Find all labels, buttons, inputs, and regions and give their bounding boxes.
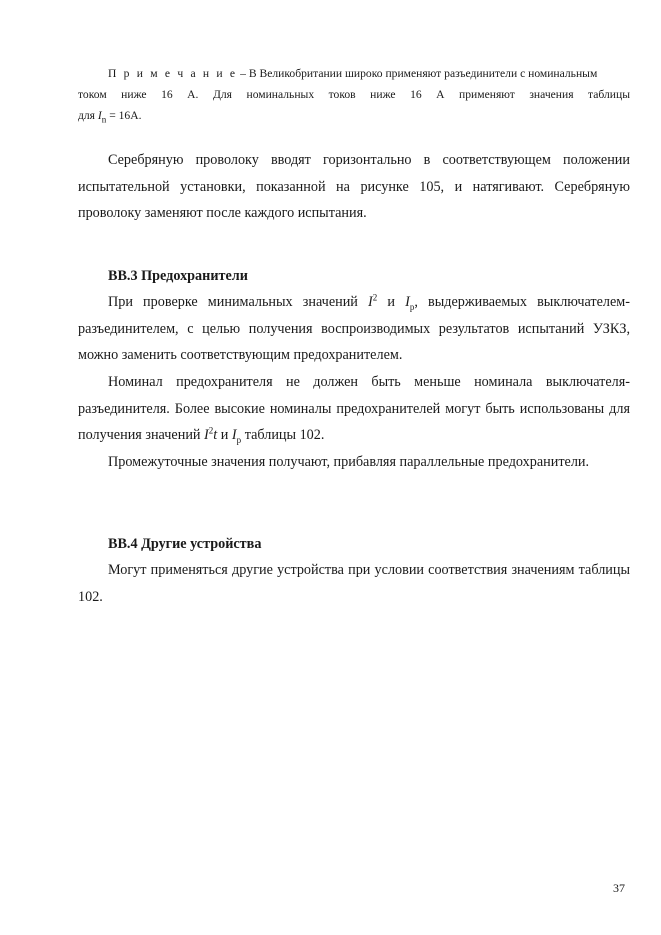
- note-line-1: П р и м е ч а н и е – В Великобритании широко применяют разъединители с номинальным: [108, 67, 598, 80]
- note-line-2: током ниже 16 А. Для номинальных токов ниже 16 А применяют значения таблицы: [78, 88, 630, 101]
- section-heading-bb4: ВВ.4 Другие устройства: [108, 536, 262, 552]
- note-line-3: для $I_n = 16А$.: [78, 109, 142, 125]
- paragraph-bb3-1: При проверке минимальных значений $I^2$ и $I_р$, выдерживаемых выключателем-разъединителем, с целью получения воспроизводимых результатов испытаний УЗКЗ, можно заменить соответствующим предохранителем.: [78, 292, 630, 363]
- note-label: П р и м е ч а н и е: [108, 67, 238, 80]
- paragraph-bb3-3: Промежуточные значения получают, прибавляя параллельные предохранители.: [108, 454, 590, 470]
- paragraph-bb4-1: Могут применяться другие устройства при условии соответствия значениям таблицы 102.: [78, 562, 630, 605]
- note-text-1: В Великобритании широко применяют разъединители с номинальным: [248, 67, 598, 80]
- note-block: [78, 63, 630, 126]
- section-heading-bb3: ВВ.3 Предохранители: [108, 268, 248, 284]
- paragraph-silver-wire: Серебряную проволоку вводят горизонтально в соответствующем положении испытательной установки, показанной на рисунке 105, и натягивают. Серебряную проволоку заменяют после каждого испытания.: [78, 152, 630, 221]
- page-number: 37: [613, 881, 625, 895]
- paragraph-bb3-2: Номинал предохранителя не должен быть меньше номинала выключателя-разъединителя. Более высокие номиналы предохранителей могут быть использованы для получения значений $I^2t$ и $I_р$ таблицы 102.: [78, 374, 630, 445]
